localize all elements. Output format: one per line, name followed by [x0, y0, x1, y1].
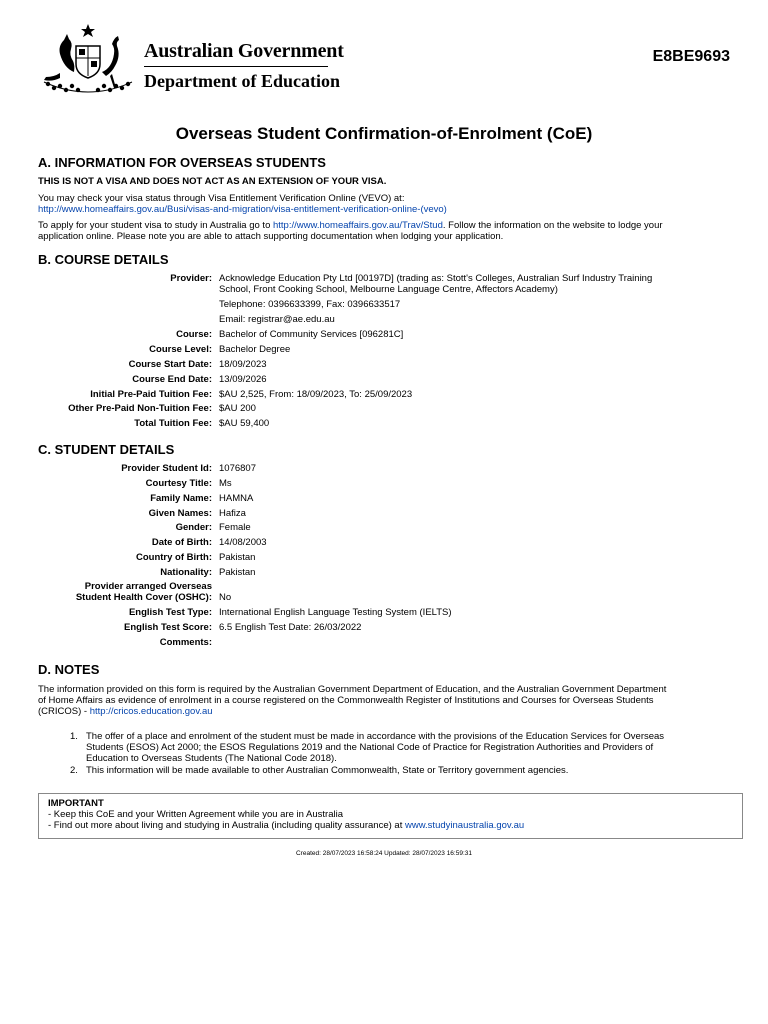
department-name: Department of Education — [144, 71, 340, 91]
course-label: Course: — [176, 329, 212, 340]
other-fee-value: $AU 200 — [219, 403, 256, 414]
course-end-value: 13/09/2026 — [219, 374, 267, 385]
coat-of-arms-icon — [38, 22, 138, 96]
apply-text-row — [38, 220, 730, 231]
family-name-value: HAMNA — [219, 493, 254, 504]
gender-label: Gender: — [175, 522, 212, 533]
apply-text-cont: . Follow the information on the website to lodge your — [442, 220, 663, 231]
apply-text: To apply for your student visa to study in Australia go to — [38, 220, 271, 231]
important-line1: - Keep this CoE and your Written Agreement while you are in Australia — [48, 809, 344, 820]
country-of-birth-label: Country of Birth: — [136, 552, 212, 563]
notes-para-line3 — [38, 706, 730, 717]
notes-para-line1: The information provided on this form is required by the Australian Government Department of Education, and the Australian Government Department — [38, 684, 667, 695]
note-2-number: 2. — [70, 765, 78, 776]
gov-title: Australian Government — [144, 40, 344, 62]
provider-line2: School, Front Cooking School, Melbourne Language Centre, Affectors Academy) — [219, 284, 558, 295]
visa-warning: THIS IS NOT A VISA AND DOES NOT ACT AS AN EXTENSION OF YOUR VISA. — [38, 176, 387, 187]
test-type-label: English Test Type: — [128, 607, 212, 618]
important-box — [38, 793, 743, 839]
important-line2-text: - Find out more about living and studying in Australia (including quality assurance) at — [48, 820, 403, 831]
course-start-label: Course Start Date: — [128, 359, 212, 370]
note-1-number: 1. — [70, 731, 78, 742]
course-level-value: Bachelor Degree — [219, 344, 291, 355]
document-header — [38, 22, 730, 102]
test-type-value: International English Language Testing System (IELTS) — [219, 607, 452, 618]
section-a-heading: A. INFORMATION FOR OVERSEAS STUDENTS — [38, 155, 326, 170]
given-names-label: Given Names: — [148, 508, 212, 519]
vevo-link-row — [38, 204, 730, 215]
test-score-label: English Test Score: — [124, 622, 212, 633]
courtesy-label: Courtesy Title: — [145, 478, 212, 489]
reference-code: E8BE9693 — [652, 48, 730, 65]
family-name-label: Family Name: — [150, 493, 212, 504]
comments-label: Comments: — [159, 637, 212, 648]
notes-para-line2: of Home Affairs as evidence of enrolment in a course registered on the Commonwealth Register of Institutions and Courses for Overseas Students — [38, 695, 654, 706]
note-1-line2: Students (ESOS) Act 2000; the ESOS Regulations 2019 and the National Code of Practice for Registration Authorities and Providers of — [86, 742, 654, 753]
country-of-birth-value: Pakistan — [219, 552, 256, 563]
given-names-value: Hafiza — [219, 508, 246, 519]
note-2-text: This information will be made available to other Australian Commonwealth, State or Territory government agencies. — [86, 765, 569, 776]
other-fee-label: Other Pre-Paid Non-Tuition Fee: — [68, 403, 212, 414]
section-d-heading: D. NOTES — [38, 662, 100, 677]
cricos-link[interactable]: http://cricos.education.gov.au — [89, 706, 213, 717]
total-fee-value: $AU 59,400 — [219, 418, 270, 429]
apply-text-line2: application online. Please note you are able to attach supporting documentation when lodging your application. — [38, 231, 504, 242]
course-start-value: 18/09/2023 — [219, 359, 267, 370]
note-1-line1: The offer of a place and enrolment of the student must be made in accordance with the provisions of the Education Services for Overseas — [86, 731, 665, 742]
course-level-label: Course Level: — [149, 344, 212, 355]
vevo-text: You may check your visa status through Visa Entitlement Verification Online (VEVO) at: — [38, 193, 405, 204]
government-name — [144, 40, 344, 91]
dob-value: 14/08/2003 — [219, 537, 267, 548]
courtesy-value: Ms — [219, 478, 232, 489]
initial-fee-label: Initial Pre-Paid Tuition Fee: — [90, 389, 212, 400]
apply-link[interactable]: http://www.homeaffairs.gov.au/Trav/Stud — [273, 220, 443, 231]
provider-line1: Acknowledge Education Pty Ltd [00197D] (trading as: Stott's Colleges, Australian Surf Industry Training — [219, 273, 653, 284]
gender-value: Female — [219, 522, 251, 533]
total-fee-label: Total Tuition Fee: — [134, 418, 212, 429]
dob-label: Date of Birth: — [151, 537, 212, 548]
nationality-label: Nationality: — [160, 567, 212, 578]
oshc-value: No — [219, 592, 232, 603]
important-line2 — [48, 820, 733, 831]
course-value: Bachelor of Community Services [096281C] — [219, 329, 404, 340]
note-1-line3: Education to Overseas Students (The National Code 2018). — [86, 753, 337, 764]
nationality-value: Pakistan — [219, 567, 256, 578]
telephone: Telephone: 0396633399, Fax: 0396633517 — [219, 299, 401, 310]
section-b-heading: B. COURSE DETAILS — [38, 252, 169, 267]
vevo-link[interactable]: http://www.homeaffairs.gov.au/Busi/visas-and-migration/visa-entitlement-verification-online-(vevo) — [38, 204, 447, 215]
divider — [144, 66, 328, 67]
oshc-label-line2: Student Health Cover (OSHC): — [75, 592, 212, 603]
study-in-australia-link[interactable]: www.studyinaustralia.gov.au — [404, 820, 525, 831]
oshc-label-line1: Provider arranged Overseas — [84, 581, 212, 592]
student-id-label: Provider Student Id: — [121, 463, 212, 474]
course-end-label: Course End Date: — [132, 374, 212, 385]
provider-label: Provider: — [170, 273, 212, 284]
email: Email: registrar@ae.edu.au — [219, 314, 335, 325]
document-title: Overseas Student Confirmation-of-Enrolment (CoE) — [175, 124, 593, 143]
initial-fee-value: $AU 2,525, From: 18/09/2023, To: 25/09/2023 — [219, 389, 413, 400]
notes-para-prefix: (CRICOS) - — [38, 706, 88, 717]
student-id-value: 1076807 — [219, 463, 256, 474]
important-title: IMPORTANT — [48, 798, 104, 809]
footer-timestamps: Created: 28/07/2023 16:58:24 Updated: 28/07/2023 16:59:31 — [295, 850, 472, 857]
section-c-heading: C. STUDENT DETAILS — [38, 442, 175, 457]
test-score-value: 6.5 English Test Date: 26/03/2022 — [219, 622, 362, 633]
